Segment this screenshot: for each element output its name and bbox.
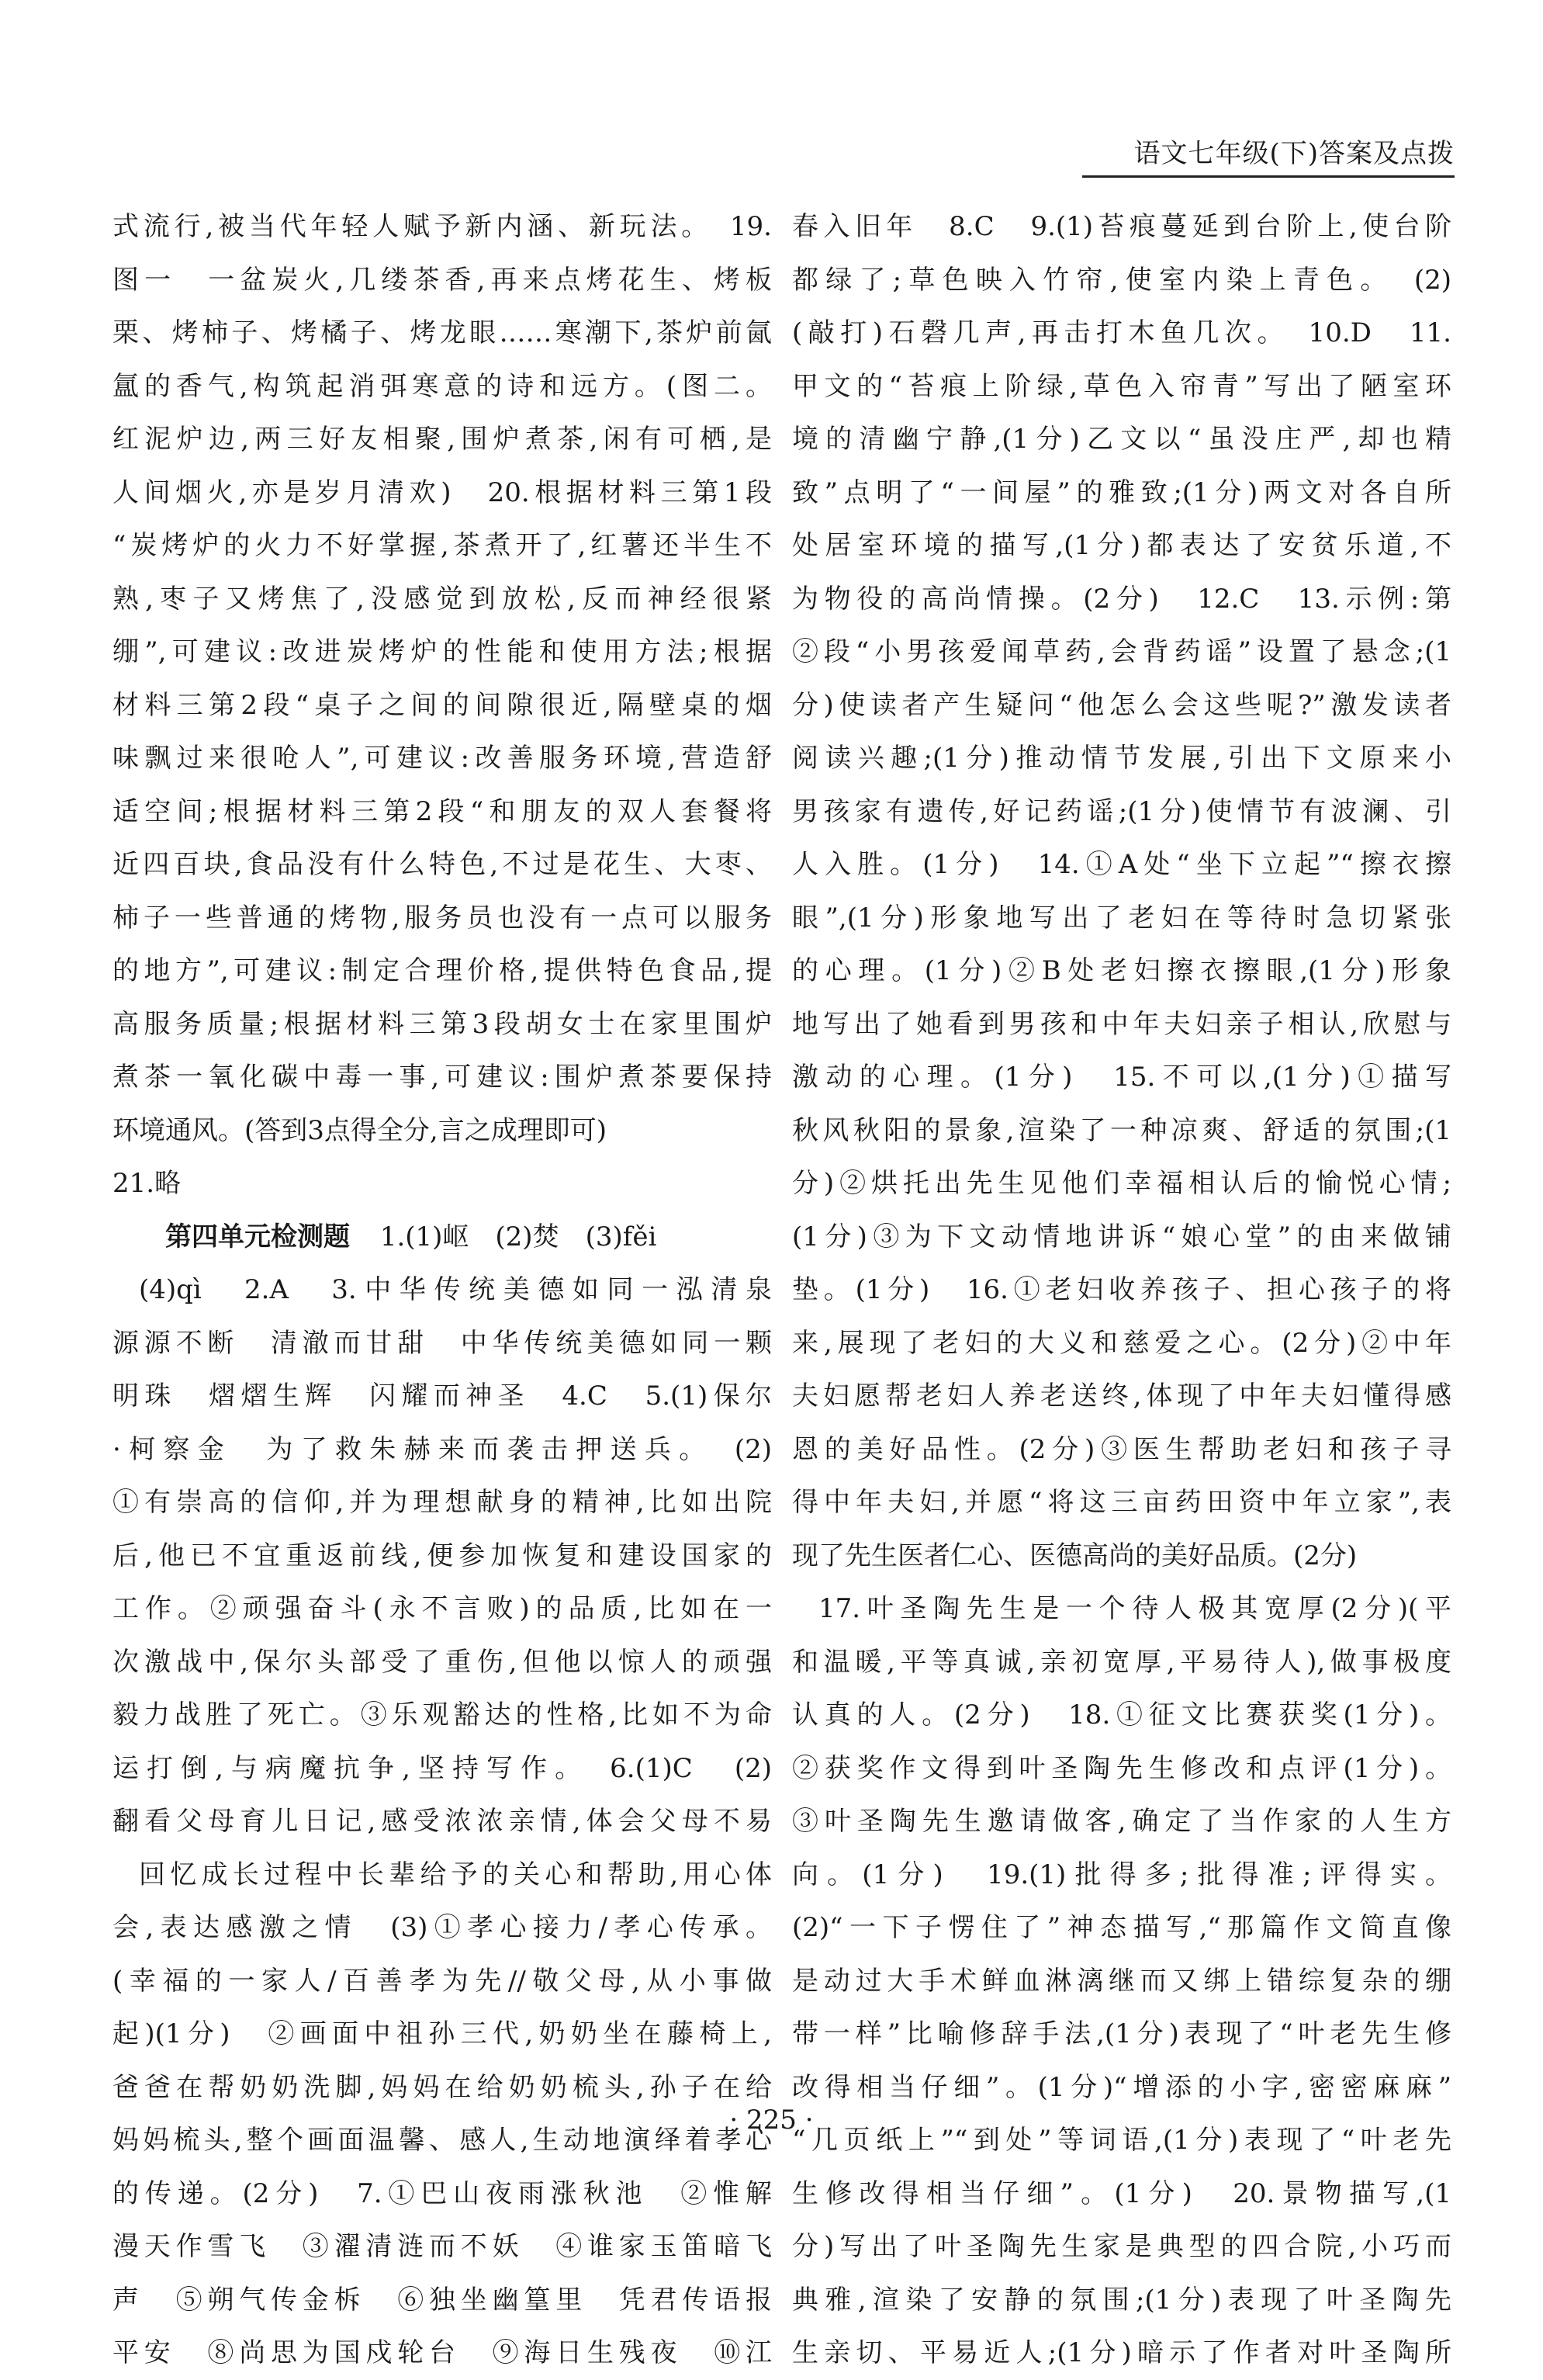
text-line: 人入胜。(1分) 14.①A处“坐下立起”“擦衣擦 <box>792 849 1451 880</box>
text-line: 是动过大手术鲜血淋漓继而又绑上错综复杂的绷 <box>792 1965 1451 1997</box>
text-line: 柿子一些普通的烤物,服务员也没有一点可以服务 <box>112 902 772 934</box>
text-line: 的传递。(2分) 7.①巴山夜雨涨秋池 ②惟解 <box>112 2177 772 2209</box>
text-line: 环境通风。(答到3点得全分,言之成理即可) <box>112 1114 607 1146</box>
text-line: 地写出了她看到男孩和中年夫妇亲子相认,欣慰与 <box>792 1008 1451 1040</box>
text-line: 为物役的高尚情操。(2分) 12.C 13.示例:第 <box>792 583 1451 615</box>
text-line: “几页纸上”“到处”等词语,(1分)表现了“叶老先 <box>792 2125 1451 2156</box>
left-column <box>112 200 772 2380</box>
text-line: 改得相当仔细”。(1分)“增添的小字,密密麻麻” <box>792 2071 1451 2103</box>
text-line: 高服务质量;根据材料三第3段胡女士在家里围炉 <box>112 1008 772 1040</box>
text-line: 垫。(1分) 16.①老妇收养孩子、担心孩子的将 <box>792 1274 1451 1305</box>
text-line: 材料三第2段“桌子之间的间隙很近,隔壁桌的烟 <box>112 689 772 721</box>
text-line: 图一 一盆炭火,几缕茶香,再来点烤花生、烤板 <box>112 264 772 296</box>
text-line: 典雅,渲染了安静的氛围;(1分)表现了叶圣陶先 <box>792 2284 1451 2316</box>
text-line: 次激战中,保尔头部受了重伤,但他以惊人的顽强 <box>112 1646 772 1678</box>
text-line: 回忆成长过程中长辈给予的关心和帮助,用心体 <box>139 1859 772 1890</box>
text-line: 17.叶圣陶先生是一个待人极其宽厚(2分)(平 <box>818 1593 1451 1624</box>
text-line: 式流行,被当代年轻人赋予新内涵、新玩法。 19. <box>112 211 772 242</box>
header-title: 语文七年级(下)答案及点拨 <box>1133 138 1455 169</box>
unit-heading-line <box>112 1211 772 1264</box>
text-line: 毅力战胜了死亡。③乐观豁达的性格,比如不为命 <box>112 1699 772 1730</box>
text-line: 恩的美好品性。(2分)③医生帮助老妇和孩子寻 <box>792 1433 1451 1465</box>
page-number: · 225 · <box>729 2105 814 2136</box>
text-line: 激动的心理。(1分) 15.不可以,(1分)①描写 <box>792 1062 1451 1093</box>
text-line: (4)qì 2.A 3.中华传统美德如同一泓清泉 <box>139 1274 772 1305</box>
text-line: 人间烟火,亦是岁月清欢) 20.根据材料三第1段 <box>112 476 772 508</box>
text-line: 熟,枣子又烤焦了,没感觉到放松,反而神经很紧 <box>112 583 772 615</box>
running-header <box>1082 138 1455 169</box>
text-line: 起)(1分) ②画面中祖孙三代,奶奶坐在藤椅上, <box>112 2018 772 2049</box>
text-line: 阅读兴趣;(1分)推动情节发展,引出下文原来小 <box>792 743 1451 774</box>
text-line: 甲文的“苔痕上阶绿,草色入帘青”写出了陋室环 <box>792 370 1451 402</box>
text-line: 分)写出了叶圣陶先生家是典型的四合院,小巧而 <box>792 2231 1451 2262</box>
text-line: 栗、烤柿子、烤橘子、烤龙眼……寒潮下,茶炉前氤 <box>112 317 772 348</box>
text-line: ·柯察金 为了救朱赫来而袭击押送兵。 (2) <box>112 1433 772 1465</box>
text-line: 得中年夫妇,并愿“将这三亩药田资中年立家”,表 <box>792 1487 1451 1518</box>
text-line: 翻看父母育儿日记,感受浓浓亲情,体会父母不易 <box>112 1806 772 1837</box>
text-line: 都绿了;草色映入竹帘,使室内染上青色。 (2) <box>792 264 1451 296</box>
text-line: 会,表达感激之情 (3)①孝心接力/孝心传承。 <box>112 1912 772 1943</box>
text-line: (2)“一下子愣住了”神态描写,“那篇作文简直像 <box>792 1912 1451 1943</box>
text-line: 源源不断 清澈而甘甜 中华传统美德如同一颗 <box>112 1327 772 1359</box>
text-line: 境的清幽宁静,(1分)乙文以“虽没庄严,却也精 <box>792 424 1451 455</box>
text-line: 妈妈梳头,整个画面温馨、感人,生动地演绎着孝心 <box>112 2125 772 2156</box>
text-line: 爸爸在帮奶奶洗脚,妈妈在给奶奶梳头,孙子在给 <box>112 2071 772 2103</box>
text-line: 夫妇愿帮老妇人养老送终,体现了中年夫妇懂得感 <box>792 1381 1451 1412</box>
unit-heading: 第四单元检测题 <box>165 1221 350 1252</box>
text-line: 认真的人。(2分) 18.①征文比赛获奖(1分)。 <box>792 1699 1451 1730</box>
text-line: ②获奖作文得到叶圣陶先生修改和点评(1分)。 <box>792 1752 1451 1784</box>
text-line: 适空间;根据材料三第2段“和朋友的双人套餐将 <box>112 795 772 827</box>
text-line: 21.略 <box>112 1168 182 1199</box>
unit-first-answer: 1.(1)岖 (2)焚 (3)fěi <box>379 1221 657 1252</box>
text-line: 绷”,可建议:改进炭烤炉的性能和使用方法;根据 <box>112 636 772 667</box>
text-line: 近四百块,食品没有什么特色,不过是花生、大枣、 <box>112 849 772 880</box>
text-line: 致”点明了“一间屋”的雅致;(1分)两文对各自所 <box>792 476 1451 508</box>
text-line: 后,他已不宜重返前线,便参加恢复和建设国家的 <box>112 1540 772 1571</box>
text-line: 平安 ⑧尚思为国戍轮台 ⑨海日生残夜 ⑩江 <box>112 2337 772 2368</box>
text-line: 煮茶一氧化碳中毒一事,可建议:围炉煮茶要保持 <box>112 1062 772 1093</box>
header-rule <box>1082 175 1455 178</box>
text-line: 声 ⑤朔气传金柝 ⑥独坐幽篁里 凭君传语报 <box>112 2284 772 2316</box>
text-line: 运打倒,与病魔抗争,坚持写作。 6.(1)C (2) <box>112 1752 772 1784</box>
text-line: 味飘过来很呛人”,可建议:改善服务环境,营造舒 <box>112 743 772 774</box>
text-line: 现了先生医者仁心、医德高尚的美好品质。(2分) <box>792 1540 1358 1571</box>
text-line: 漫天作雪飞 ③濯清涟而不妖 ④谁家玉笛暗飞 <box>112 2231 772 2262</box>
text-line: (1分)③为下文动情地讲诉“娘心堂”的由来做铺 <box>792 1221 1451 1252</box>
text-line: 氲的香气,构筑起消弭寒意的诗和远方。(图二。 <box>112 370 772 402</box>
text-line: 带一样”比喻修辞手法,(1分)表现了“叶老先生修 <box>792 2018 1451 2049</box>
text-line: 向。(1分) 19.(1)批得多;批得准;评得实。 <box>792 1859 1451 1890</box>
text-line: 和温暖,平等真诚,亲初宽厚,平易待人),做事极度 <box>792 1646 1451 1678</box>
text-line: 红泥炉边,两三好友相聚,围炉煮茶,闲有可栖,是 <box>112 424 772 455</box>
text-line: 处居室环境的描写,(1分)都表达了安贫乐道,不 <box>792 530 1451 561</box>
text-line: 的地方”,可建议:制定合理价格,提供特色食品,提 <box>112 955 772 986</box>
text-line: 男孩家有遗传,好记药谣;(1分)使情节有波澜、引 <box>792 795 1451 827</box>
text-line: 来,展现了老妇的大义和慈爱之心。(2分)②中年 <box>792 1327 1451 1359</box>
text-line: 工作。②顽强奋斗(永不言败)的品质,比如在一 <box>112 1593 772 1624</box>
text-line: ③叶圣陶先生邀请做客,确定了当作家的人生方 <box>792 1806 1451 1837</box>
text-line: 春入旧年 8.C 9.(1)苔痕蔓延到台阶上,使台阶 <box>792 211 1451 242</box>
text-line: 明珠 熠熠生辉 闪耀而神圣 4.C 5.(1)保尔 <box>112 1381 772 1412</box>
text-line: (幸福的一家人/百善孝为先//敬父母,从小事做 <box>112 1965 772 1997</box>
text-line: 的心理。(1分)②B处老妇擦衣擦眼,(1分)形象 <box>792 955 1451 986</box>
text-line: 生亲切、平易近人;(1分)暗示了作者对叶圣陶所 <box>792 2337 1451 2368</box>
text-line: 分)②烘托出先生见他们幸福相认后的愉悦心情; <box>792 1168 1451 1199</box>
text-line: 分)使读者产生疑问“他怎么会这些呢?”激发读者 <box>792 689 1451 721</box>
text-line: ②段“小男孩爱闻草药,会背药谣”设置了悬念;(1 <box>792 636 1451 667</box>
text-line: (敲打)石磬几声,再击打木鱼几次。 10.D 11. <box>792 317 1451 348</box>
text-line: ①有崇高的信仰,并为理想献身的精神,比如出院 <box>112 1487 772 1518</box>
text-line: 秋风秋阳的景象,渲染了一种凉爽、舒适的氛围;(1 <box>792 1114 1451 1146</box>
right-column <box>792 200 1451 2380</box>
text-line: 生修改得相当仔细”。(1分) 20.景物描写,(1 <box>792 2177 1451 2209</box>
text-line: 眼”,(1分)形象地写出了老妇在等待时急切紧张 <box>792 902 1451 934</box>
text-line: “炭烤炉的火力不好掌握,茶煮开了,红薯还半生不 <box>112 530 772 561</box>
